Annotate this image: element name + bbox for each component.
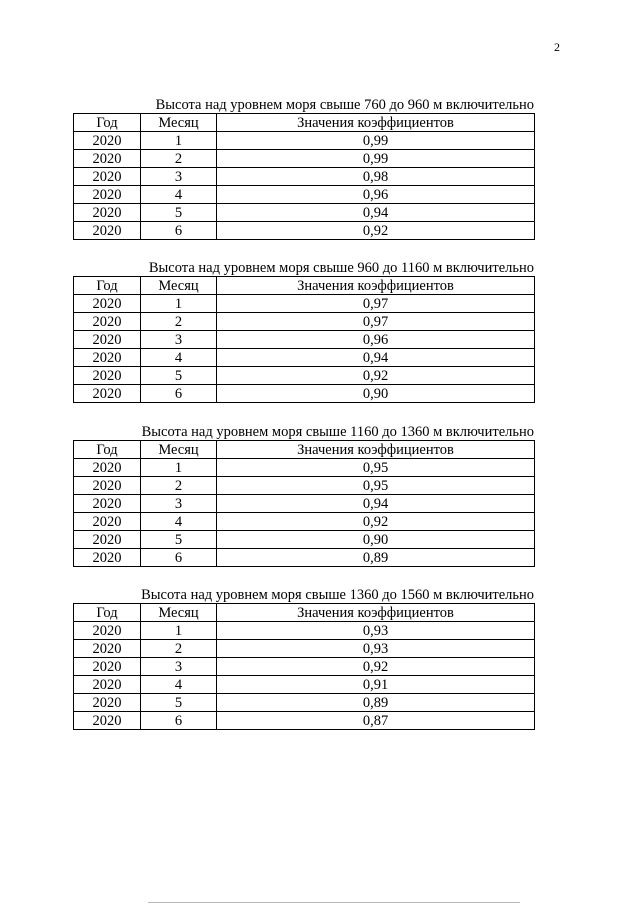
cell-year: 2020	[74, 385, 141, 403]
cell-year: 2020	[74, 694, 141, 712]
cell-year: 2020	[74, 531, 141, 549]
table-row	[74, 222, 535, 240]
cell-month: 1	[141, 132, 217, 150]
cell-month: 2	[141, 150, 217, 168]
header-year: Год	[74, 277, 141, 295]
coefficient-section-960-1160	[73, 260, 534, 403]
coefficient-table	[73, 276, 535, 403]
header-coefficient: Значения коэффициентов	[217, 604, 535, 622]
cell-month: 6	[141, 549, 217, 567]
cell-coefficient: 0,92	[217, 222, 535, 240]
cell-year: 2020	[74, 349, 141, 367]
cell-month: 2	[141, 313, 217, 331]
cell-coefficient: 0,99	[217, 150, 535, 168]
cell-month: 3	[141, 658, 217, 676]
header-coefficient: Значения коэффициентов	[217, 277, 535, 295]
cell-coefficient: 0,89	[217, 549, 535, 567]
table-row	[74, 385, 535, 403]
cell-month: 3	[141, 168, 217, 186]
cell-month: 4	[141, 676, 217, 694]
cell-month: 3	[141, 331, 217, 349]
table-row	[74, 495, 535, 513]
coefficient-section-760-960	[73, 97, 534, 240]
header-month: Месяц	[141, 277, 217, 295]
table-row	[74, 168, 535, 186]
cell-coefficient: 0,87	[217, 712, 535, 730]
table-header-row	[74, 604, 535, 622]
header-month: Месяц	[141, 604, 217, 622]
cell-coefficient: 0,90	[217, 385, 535, 403]
cell-coefficient: 0,92	[217, 658, 535, 676]
section-title: Высота над уровнем моря свыше 960 до 1160 м включительно	[148, 260, 534, 276]
cell-year: 2020	[74, 168, 141, 186]
table-header-row	[74, 441, 535, 459]
table-row	[74, 658, 535, 676]
cell-year: 2020	[74, 459, 141, 477]
cell-year: 2020	[74, 495, 141, 513]
header-month: Месяц	[141, 441, 217, 459]
header-coefficient: Значения коэффициентов	[217, 114, 535, 132]
cell-year: 2020	[74, 640, 141, 658]
table-row	[74, 349, 535, 367]
cell-year: 2020	[74, 622, 141, 640]
cell-month: 5	[141, 204, 217, 222]
table-row	[74, 712, 535, 730]
cell-month: 2	[141, 640, 217, 658]
coefficient-table	[73, 113, 535, 240]
cell-coefficient: 0,96	[217, 186, 535, 204]
table-row	[74, 313, 535, 331]
cell-month: 5	[141, 694, 217, 712]
table-row	[74, 459, 535, 477]
coefficient-table	[73, 603, 535, 730]
table-row	[74, 186, 535, 204]
cell-coefficient: 0,92	[217, 513, 535, 531]
table-row	[74, 513, 535, 531]
table-row	[74, 676, 535, 694]
cell-year: 2020	[74, 658, 141, 676]
page-bottom-edge-line	[148, 902, 520, 903]
cell-year: 2020	[74, 132, 141, 150]
table-row	[74, 531, 535, 549]
cell-year: 2020	[74, 313, 141, 331]
cell-month: 1	[141, 295, 217, 313]
cell-coefficient: 0,97	[217, 295, 535, 313]
table-header-row	[74, 114, 535, 132]
table-row	[74, 204, 535, 222]
table-row	[74, 549, 535, 567]
section-title: Высота над уровнем моря свыше 1160 до 1360 м включительно	[141, 424, 534, 440]
cell-coefficient: 0,93	[217, 622, 535, 640]
cell-year: 2020	[74, 331, 141, 349]
cell-coefficient: 0,94	[217, 495, 535, 513]
table-row	[74, 640, 535, 658]
cell-month: 5	[141, 531, 217, 549]
cell-year: 2020	[74, 513, 141, 531]
header-year: Год	[74, 604, 141, 622]
table-row	[74, 622, 535, 640]
cell-month: 6	[141, 385, 217, 403]
cell-coefficient: 0,94	[217, 204, 535, 222]
cell-year: 2020	[74, 204, 141, 222]
cell-month: 4	[141, 513, 217, 531]
page-number: 2	[554, 40, 560, 54]
header-year: Год	[74, 441, 141, 459]
cell-year: 2020	[74, 367, 141, 385]
cell-month: 4	[141, 349, 217, 367]
cell-month: 6	[141, 712, 217, 730]
cell-month: 3	[141, 495, 217, 513]
cell-year: 2020	[74, 222, 141, 240]
cell-coefficient: 0,90	[217, 531, 535, 549]
cell-coefficient: 0,98	[217, 168, 535, 186]
header-coefficient: Значения коэффициентов	[217, 441, 535, 459]
table-row	[74, 477, 535, 495]
cell-month: 1	[141, 622, 217, 640]
header-year: Год	[74, 114, 141, 132]
cell-month: 6	[141, 222, 217, 240]
cell-year: 2020	[74, 186, 141, 204]
header-month: Месяц	[141, 114, 217, 132]
cell-coefficient: 0,97	[217, 313, 535, 331]
cell-year: 2020	[74, 549, 141, 567]
cell-coefficient: 0,93	[217, 640, 535, 658]
cell-year: 2020	[74, 295, 141, 313]
cell-coefficient: 0,92	[217, 367, 535, 385]
cell-year: 2020	[74, 676, 141, 694]
cell-year: 2020	[74, 150, 141, 168]
cell-coefficient: 0,91	[217, 676, 535, 694]
table-row	[74, 132, 535, 150]
table-row	[74, 150, 535, 168]
cell-coefficient: 0,89	[217, 694, 535, 712]
table-row	[74, 694, 535, 712]
coefficient-table	[73, 440, 535, 567]
cell-coefficient: 0,99	[217, 132, 535, 150]
cell-year: 2020	[74, 477, 141, 495]
cell-year: 2020	[74, 712, 141, 730]
section-title: Высота над уровнем моря свыше 760 до 960 м включительно	[155, 97, 534, 113]
cell-month: 2	[141, 477, 217, 495]
cell-coefficient: 0,96	[217, 331, 535, 349]
cell-month: 4	[141, 186, 217, 204]
table-row	[74, 331, 535, 349]
table-row	[74, 295, 535, 313]
cell-month: 1	[141, 459, 217, 477]
table-row	[74, 367, 535, 385]
cell-month: 5	[141, 367, 217, 385]
table-header-row	[74, 277, 535, 295]
coefficient-section-1160-1360	[73, 424, 534, 567]
coefficient-section-1360-1560	[73, 587, 534, 730]
cell-coefficient: 0,95	[217, 459, 535, 477]
cell-coefficient: 0,94	[217, 349, 535, 367]
cell-coefficient: 0,95	[217, 477, 535, 495]
section-title: Высота над уровнем моря свыше 1360 до 1560 м включительно	[141, 587, 534, 603]
